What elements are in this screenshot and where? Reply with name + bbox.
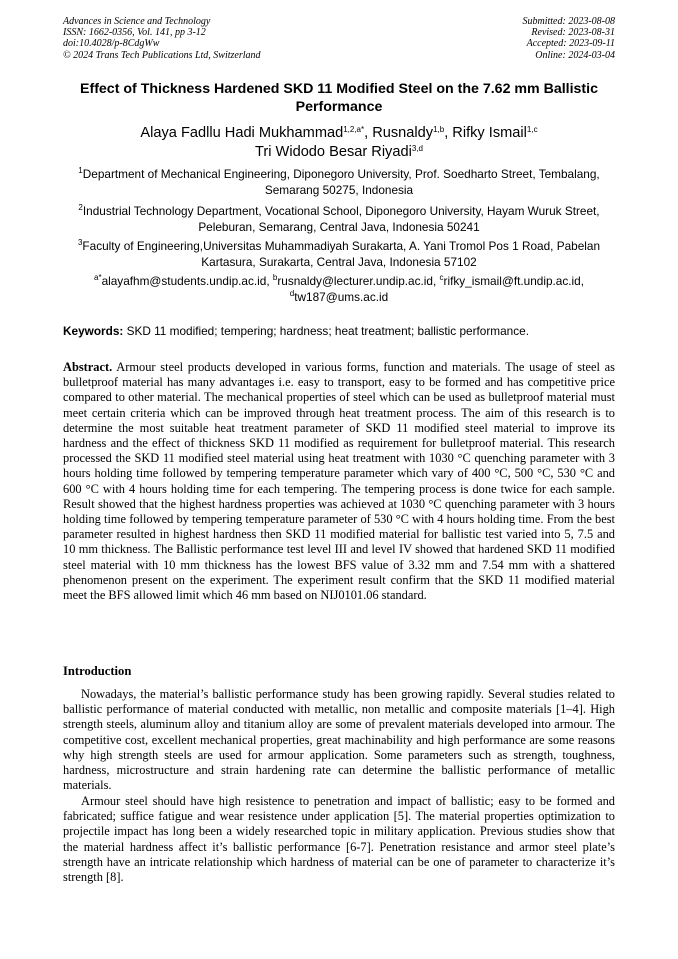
submitted-date: Submitted: 2023-08-08 <box>522 16 615 27</box>
author-affiliation-mark: 1,c <box>526 125 538 134</box>
author-name: Alaya Fadllu Hadi Mukhammad <box>140 125 344 141</box>
keywords <box>63 324 615 339</box>
affiliation-mark: 1 <box>78 166 83 175</box>
intro-paragraph: Nowadays, the material’s ballistic performance study has been growing rapidly. Several studies related to ballistic performance of material conducted with metallic, non metallic and composite materials [1–4]. High strength steels, aluminum alloy and titanium alloy are some of prevalent materials developed into armour. The competitive cost, excellent mechanical properties, great machinability and high performance are some reasons why high strength steels are used for armour application. Some parameters such as strength, toughness, hardness, microstructure and strain hardening rate can determine the ballistic performance of metallic materials. <box>63 687 615 793</box>
email-mark: b <box>272 273 278 282</box>
affiliation <box>63 167 615 198</box>
journal-name: Advances in Science and Technology <box>63 16 211 27</box>
keywords-text: SKD 11 modified; tempering; hardness; heat treatment; ballistic performance. <box>123 324 529 338</box>
abstract-label: Abstract. <box>63 360 113 374</box>
author-affiliation-mark: 3,d <box>411 144 423 153</box>
author-separator: , <box>444 125 453 141</box>
accepted-date: Accepted: 2023-09-11 <box>526 38 615 50</box>
email-mark: d <box>289 288 295 298</box>
journal-info <box>63 16 261 61</box>
author-separator: , <box>364 125 373 141</box>
doi: doi:10.4028/p-8CdgWw <box>63 38 160 50</box>
email-mark: c <box>439 273 444 282</box>
affiliation-mark: 3 <box>77 238 83 247</box>
email-address[interactable]: tw187@ums.ac.id <box>294 289 389 304</box>
email-address[interactable]: rusnaldy@lecturer.undip.ac.id, <box>277 274 440 288</box>
affiliation-text: Faculty of Engineering,Universitas Muhammadiyah Surakarta, A. Yani Tromol Pos 1 Road, Pabelan Kartasura, Surakarta, Central Java, Indonesia 57102 <box>82 239 601 269</box>
section-heading-introduction: Introduction <box>63 664 132 678</box>
keywords-label: Keywords: <box>63 324 124 338</box>
affiliation-mark: 2 <box>78 203 83 212</box>
affiliation <box>63 204 615 235</box>
issn: ISSN: 1662-0356, Vol. 141, pp 3-12 <box>63 27 206 39</box>
affiliation-text: Industrial Technology Department, Vocational School, Diponegoro University, Hayam Wuruk Street, Peleburan, Semarang, Central Java, Indonesia 50241 <box>82 204 600 234</box>
affiliation-text: Department of Mechanical Engineering, Diponegoro University, Prof. Soedharto Street, Tembalang, Semarang 50275, Indonesia <box>82 167 600 197</box>
abstract-text: Armour steel products developed in various forms, function and materials. The usage of steel as bulletproof material has many advantages i.e. easy to transport, easy to be formed and has competitive price compared to other material. The mechanical properties of steel which can be used as bulletproof material must meet certain criteria which can be improved through heat treatment process. The aim of this research is to determine the most suitable heat treatment parameter of SKD 11 modified steel material to improve its hardness and the effect of thickness SKD 11 modified as requirement for bulletproof material. This research processed the SKD 11 modified steel material using heat treatment with 1030 °C quenching parameter with 3 hours holding time followed by tempering temperature parameter which vary of 400 °C, 500 °C, 530 °C and 600 °C with 4 hours holding time for each tempering. The tempering process is done twice for each sample. Result showed that the highest hardness properties was achieved at 1030 °C quenching parameter with 3 hours holding time followed by tempering temperature parameter of 530 °C with 4 hours holding time. From the best parameter resulted in highest hardness then SKD 11 modified material for ballistic test varied into 5, 7.5 and 10 mm thickness. The Ballistic performance test level III and level IV showed that hardened SKD 11 modified steel material with 10 mm thickness has the lowest BFS value of 3.32 mm and 7.54 mm with a shattered phenomenon present on the experiment. The experiment result confirm that the SKD 11 modified material meet the BFS allowed limit which 46 mm based on NIJ0101.06 standard. <box>63 360 615 603</box>
email-address[interactable]: rifky_ismail@ft.undip.ac.id, <box>443 274 584 288</box>
publication-dates <box>523 16 616 61</box>
email-address[interactable]: alayafhm@students.undip.ac.id, <box>101 274 273 288</box>
affiliation <box>63 239 615 270</box>
author-name: Rusnaldy <box>372 125 434 141</box>
copyright: © 2024 Trans Tech Publications Ltd, Switzerland <box>63 49 261 61</box>
author-affiliation-mark: 1,2,a* <box>343 125 365 134</box>
abstract <box>63 360 615 603</box>
email-mark: a* <box>94 273 102 282</box>
paper-title: Effect of Thickness Hardened SKD 11 Modified Steel on the 7.62 mm Ballistic Performance <box>80 81 598 115</box>
author-emails <box>63 274 615 305</box>
intro-paragraph: Armour steel should have high resistence to penetration and impact of ballistic; easy to be formed and fabricated; suffice fatigue and wear resistence under application [5]. The material properties optimization to projectile impact has long been a widely researched topic in military application. Previous studies show that the material hardness affect it’s ballistic performance [6-7]. Penetration resistance and armor steel plate’s strength have an intricate relationship which hardness of material can be one of parameter to characterize it’s strength [8]. <box>63 794 615 885</box>
author-affiliation-mark: 1,b <box>433 125 445 134</box>
author-name: Tri Widodo Besar Riyadi <box>255 144 412 160</box>
author-name: Rifky Ismail <box>452 125 527 141</box>
author-list <box>63 124 615 162</box>
revised-date: Revised: 2023-08-31 <box>531 27 615 39</box>
online-date: Online: 2024-03-04 <box>535 49 615 61</box>
